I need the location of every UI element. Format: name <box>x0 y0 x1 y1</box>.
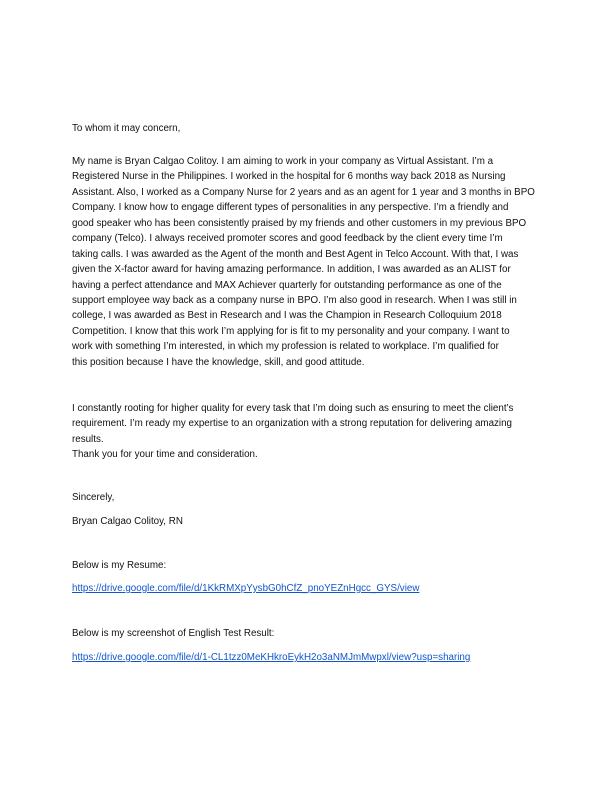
text-line: Company. I know how to engage different types of personalities in any perspective. I’m a friendly and <box>72 202 509 214</box>
signature: Bryan Calgao Colitoy, RN <box>72 516 183 527</box>
english-test-label: Below is my screenshot of English Test Result: <box>72 628 275 639</box>
text-line: work with something I’m interested, in which my profession is related to workplace. I’m qualified for <box>72 341 499 353</box>
text-line: having a perfect attendance and MAX Achiever quarterly for outstanding performance as one of the <box>72 279 502 291</box>
text-line: good speaker who has been consistently praised by my friends and other customers in my previous BPO <box>72 217 527 229</box>
english-test-link[interactable]: https://drive.google.com/file/d/1-CL1tzz0MeKHkroEykH2o3aNMJmMwpxl/view?usp=sharing <box>72 652 471 663</box>
text-line: company (Telco). I always received promoter scores and good feedback by the client every time I’m <box>72 233 503 245</box>
thanks-line: Thank you for your time and consideration. <box>72 449 258 460</box>
text-line: this position because I have the knowledge, skill, and good attitude. <box>72 356 365 368</box>
text-line: My name is Bryan Calgao Colitoy. I am aiming to work in your company as Virtual Assistant. I’m a <box>72 156 494 167</box>
text-line: requirement. I’m ready my expertise to an organization with a strong reputation for delivering amazing <box>72 418 512 430</box>
text-line: taking calls. I was awarded as the Agent of the month and Best Agent in Telco Account. With that, I was <box>72 248 519 260</box>
text-line: Competition. I know that this work I’m applying for is fit to my personality and your company. I want to <box>72 325 510 337</box>
salutation: To whom it may concern, <box>72 123 181 134</box>
text-line: Assistant. Also, I worked as a Company Nurse for 2 years and as an agent for 1 year and 3 months in BPO <box>72 186 535 198</box>
text-line: Registered Nurse in the Philippines. I worked in the hospital for 6 months way back 2018 as Nursing <box>72 171 506 183</box>
text-line: I constantly rooting for higher quality for every task that I’m doing such as ensuring to meet the client’s <box>72 403 514 414</box>
resume-link[interactable]: https://drive.google.com/file/d/1KkRMXpYysbG0hCfZ_pnoYEZnHgcc_GYS/view <box>72 583 420 594</box>
text-line: given the X-factor award for having amazing performance. In addition, I was awarded as an ALIST for <box>72 264 511 276</box>
text-line: results. <box>72 433 104 445</box>
paragraph-quality <box>72 401 513 447</box>
text-line: college, I was awarded as Best in Research and I was the Champion in Research Colloquium 2018 <box>72 310 502 322</box>
closing: Sincerely, <box>72 492 115 503</box>
resume-label: Below is my Resume: <box>72 560 167 571</box>
text-line: support employee way back as a company nurse in BPO. I’m also good in research. When I was still in <box>72 294 517 306</box>
paragraph-intro <box>72 154 535 370</box>
